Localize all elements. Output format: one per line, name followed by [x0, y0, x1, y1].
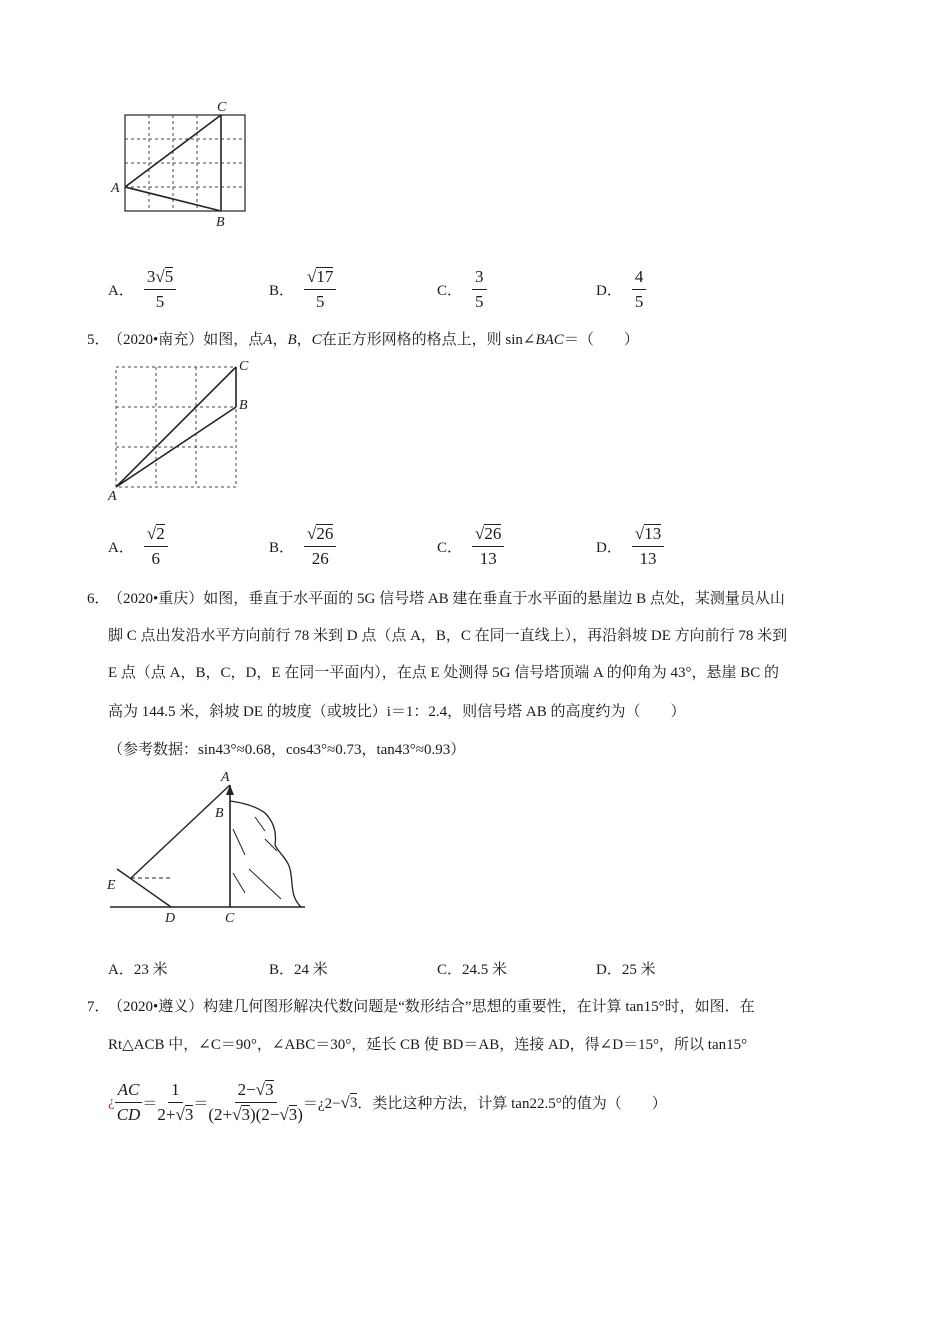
- q5-option-a[interactable]: [108, 524, 168, 569]
- q4-label-a: A: [111, 181, 120, 196]
- q5-option-d[interactable]: [596, 524, 664, 569]
- option-text: 23 米: [133, 962, 168, 978]
- q6-slope-de: [117, 869, 171, 907]
- q6-line-3: E 点（点 A，B，C，D，E 在同一平面内），在点 E 处测得 5G 信号塔顶端 A 的仰角为 43°，悬崖 BC 的: [108, 665, 780, 681]
- q5-number: 5．: [87, 332, 110, 348]
- q5-option-c[interactable]: [437, 524, 504, 569]
- q6-reference-data: （参考数据：sin43°≈0.68，cos43°≈0.73，tan43°≈0.93）: [108, 742, 466, 758]
- option-label: C．: [437, 962, 463, 978]
- q6-line-2: 脚 C 点出发沿水平方向前行 78 米到 D 点（点 A，B，C 在同一直线上），再沿斜坡 DE 方向前行 78 米到: [108, 628, 788, 644]
- fraction: $\frac{4}{5}$: [632, 267, 647, 312]
- fraction-rationalized: 2− √ 3 (2+ √ 3 )(2− √ 3 ): [208, 1080, 303, 1124]
- q6-label-e: E: [107, 878, 116, 893]
- fraction: √ 26 26: [304, 524, 336, 569]
- q4-label-c: C: [217, 100, 227, 115]
- fraction-ac-cd: $\frac{AC}{CD}$: [115, 1080, 143, 1125]
- option-label: A．: [108, 962, 134, 978]
- q4-figure: [105, 95, 255, 235]
- option-label: B．: [269, 540, 295, 556]
- fraction: $\frac{3}{5}$: [472, 267, 487, 312]
- option-text: 25 米: [621, 962, 656, 978]
- q6-label-c: C: [225, 911, 235, 926]
- q4-label-b: B: [216, 215, 225, 230]
- q6-label-a: A: [221, 770, 230, 785]
- q6-option-a[interactable]: [108, 958, 168, 979]
- option-label: A．: [108, 283, 134, 299]
- q4-option-b[interactable]: [269, 267, 336, 312]
- fraction-one-over: 1 2+ √ 3: [157, 1080, 194, 1124]
- q5-stem: （2020•南充）如图，点A，B，C在正方形网格的格点上，则 sin∠BAC＝（ ）: [108, 332, 639, 348]
- q6-sightline: [131, 785, 230, 878]
- option-label: D．: [596, 283, 622, 299]
- option-label: B．: [269, 962, 295, 978]
- q6-option-b[interactable]: [269, 958, 328, 979]
- option-label: D．: [596, 962, 622, 978]
- fraction: 3 √ 5 5: [144, 267, 176, 312]
- q4-grid-lines: [125, 115, 245, 211]
- q4-option-a[interactable]: [108, 267, 176, 312]
- q5-label-c: C: [239, 359, 249, 374]
- q5-option-b[interactable]: [269, 524, 336, 569]
- q4-option-d[interactable]: [596, 267, 646, 312]
- q7-line-1: （2020•遵义）构建几何图形解决代数问题是“数形结合”思想的重要性，在计算 tan15°时，如图．在: [108, 999, 755, 1015]
- q6-line-4: 高为 144.5 米，斜坡 DE 的坡度（或坡比）i＝1：2.4，则信号塔 AB 的高度约为（ ）: [108, 704, 686, 720]
- q5-triangle: [116, 367, 236, 487]
- fraction: √ 17 5: [304, 267, 336, 312]
- option-label: B．: [269, 283, 295, 299]
- q5-label-a: A: [108, 489, 117, 504]
- option-text: 24 米: [294, 962, 328, 978]
- q7-formula-tail: ．类比这种方法，计算 tan22.5°的值为（ ）: [357, 1096, 667, 1112]
- formula-lead: ¿: [108, 1094, 115, 1110]
- q6-cliff-face: [230, 801, 301, 907]
- q6-label-b: B: [215, 806, 224, 821]
- q6-label-d: D: [165, 911, 176, 926]
- q5-label-b: B: [239, 398, 248, 413]
- option-label: C．: [437, 283, 463, 299]
- q6-option-d[interactable]: [596, 958, 656, 979]
- option-text: 24.5 米: [462, 962, 508, 978]
- q4-option-c[interactable]: [437, 267, 487, 312]
- q5-figure: [100, 355, 260, 505]
- fraction: √ 26 13: [472, 524, 504, 569]
- option-label: D．: [596, 540, 622, 556]
- q7-line-2: Rt△ACB 中，∠C＝90°，∠ABC＝30°，延长 CB 使 BD＝AB，连接 AD，得∠D＝15°，所以 tan15°: [108, 1037, 748, 1053]
- q6-figure: [105, 765, 315, 935]
- fraction: √ 2 6: [144, 524, 168, 569]
- option-label: A．: [108, 540, 134, 556]
- q7-number: 7．: [87, 999, 110, 1015]
- q6-option-c[interactable]: [437, 958, 507, 979]
- q6-number: 6．: [87, 591, 110, 607]
- q7-formula: ¿ $\frac{AC}{CD}$ ＝ 1 2+ √ 3 ＝ 2− √ 3 (2+ √ 3 )(2− √ 3 ) ＝¿2− √ 3 ．类比这种方法，计算 tan22.5°的值为（ ）: [108, 1080, 667, 1124]
- fraction: √ 13 13: [632, 524, 664, 569]
- q6-tower-tip: [226, 785, 234, 795]
- q6-line-1: （2020•重庆）如图，垂直于水平面的 5G 信号塔 AB 建在垂直于水平面的悬崖边 B 点处，某测量员从山: [108, 591, 785, 607]
- option-label: C．: [437, 540, 463, 556]
